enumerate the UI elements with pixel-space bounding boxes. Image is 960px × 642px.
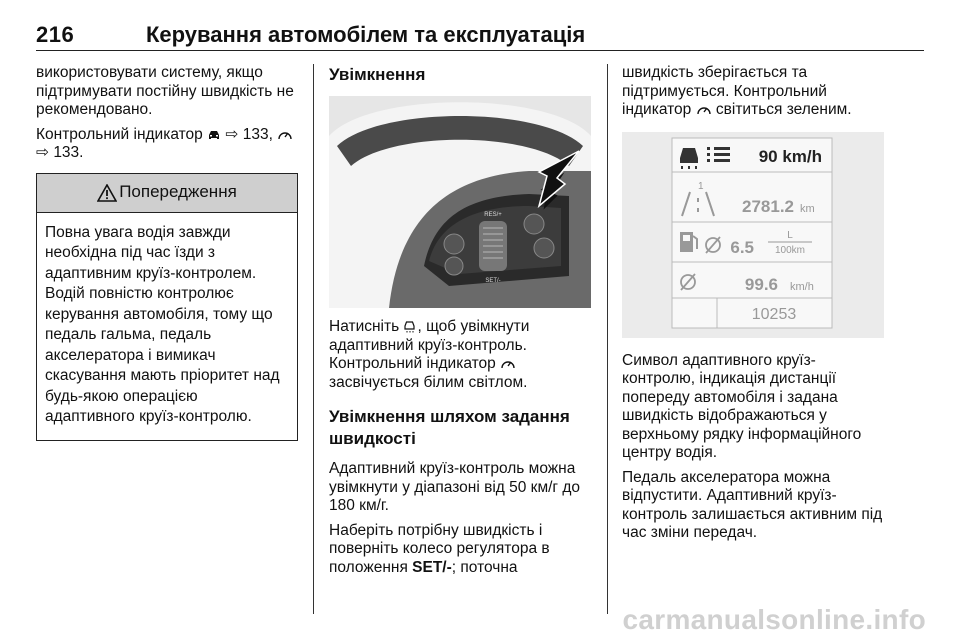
- speed-range-paragraph: Адаптивний круїз-контроль можна увімкнути у діапазоні від 50 км/г до 180 км/г.: [329, 460, 581, 514]
- wheel-label-res: RES/+: [484, 212, 502, 218]
- acc-button-icon: [403, 320, 417, 333]
- ref-arrow-icon: ⇨: [225, 125, 239, 143]
- trip-unit: km: [800, 202, 815, 215]
- text-run: , щоб увімкнути адаптивний круїз-контроль. Контрольний індикатор: [329, 318, 530, 372]
- consumption-unit-bottom: 100km: [774, 244, 806, 256]
- activation-paragraph: [329, 318, 595, 392]
- warning-box: [36, 173, 298, 441]
- section-heading: Увімкнення: [329, 65, 426, 84]
- odometer-readout: 10253: [751, 305, 797, 323]
- text-run: Наберіть потрібну швидкість і поверніть колесо регулятора в положення: [329, 521, 550, 576]
- page-ref[interactable]: 133,: [242, 125, 273, 143]
- car-icon: [207, 129, 221, 141]
- column-divider: [313, 64, 314, 614]
- indicator-reference: [36, 126, 298, 163]
- cruise-control-icon: [500, 358, 516, 370]
- gear-indicator: 1: [698, 180, 704, 192]
- text-run: швидкість зберігається та підтримується. Контрольний індикатор: [622, 64, 827, 118]
- consumption-readout: 6.5: [730, 237, 754, 257]
- section-heading: Увімкнення шляхом задання швидкості: [329, 407, 570, 448]
- set-speed-readout: 90 km/h: [758, 146, 822, 166]
- warning-body: Повна увага водія завжди необхідна під час їзди з адаптивним круїз-контролем. Водій повністю контролює керування автомобіля, тому що педаль гальма, педаль акселератора і вимикач скасування мають пріоритет над будь-якою операцією адаптивного круїз-контролю.: [45, 223, 280, 425]
- column-right: [622, 64, 888, 549]
- set-label: SET/-: [412, 558, 452, 576]
- text-run: Натисніть: [329, 318, 400, 335]
- intro-paragraph: використовувати систему, якщо підтримувати постійну швидкість не рекомендовано.: [36, 64, 294, 118]
- page-ref[interactable]: 133.: [53, 144, 84, 161]
- driver-info-display-figure: [622, 132, 884, 338]
- page-title: Керування автомобілем та експлуатація: [146, 22, 586, 47]
- page-header: [36, 14, 924, 51]
- avg-speed-unit: km/h: [790, 280, 814, 293]
- accelerator-paragraph: Педаль акселератора можна відпустити. Адаптивний круїз-контроль залишається активним під час зміни передач.: [622, 468, 883, 541]
- cruise-control-icon: [696, 104, 712, 116]
- indicator-label: Контрольний індикатор: [36, 125, 203, 143]
- continued-paragraph: [622, 64, 888, 120]
- warning-title: Попередження: [119, 182, 237, 202]
- column-divider: [607, 64, 608, 614]
- column-left: [36, 64, 298, 441]
- page-number: 216: [36, 22, 75, 47]
- set-speed-paragraph: [329, 522, 595, 578]
- trip-readout: 2781.2: [742, 196, 794, 216]
- warning-header: [37, 174, 297, 213]
- warning-triangle-icon: [97, 184, 117, 202]
- cruise-control-icon: [277, 129, 293, 141]
- display-description: Символ адаптивного круїз-контролю, індикація дистанції попереду автомобіля і задана швидкість відображаються у верхньому рядку інформаційного центру водія.: [622, 351, 862, 461]
- text-run: засвічується білим світлом.: [329, 373, 528, 391]
- wheel-label-set: SET/-: [485, 278, 501, 284]
- avg-speed-readout: 99.6: [744, 274, 778, 294]
- column-middle: [329, 64, 595, 583]
- text-run: світиться зеленим.: [715, 101, 852, 118]
- text-run: ; поточна: [451, 558, 518, 576]
- steering-wheel-figure: [329, 96, 591, 308]
- consumption-unit-top: L: [787, 229, 793, 241]
- watermark: carmanualsonline.info: [622, 604, 926, 635]
- ref-arrow-icon: ⇨: [36, 144, 49, 161]
